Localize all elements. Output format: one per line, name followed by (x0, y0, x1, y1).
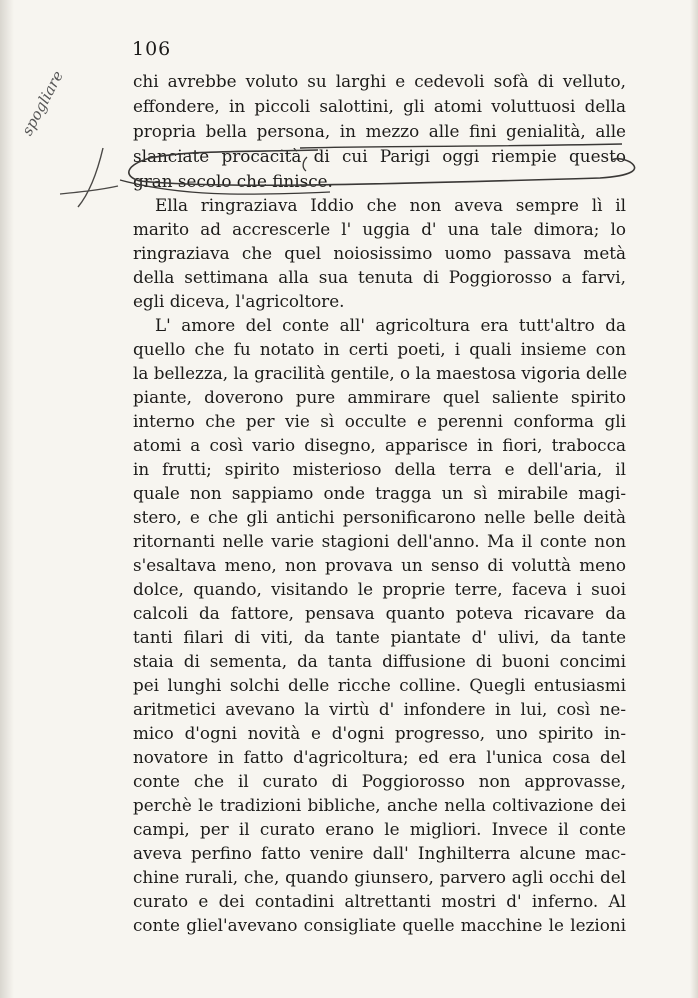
text-line: mico d'ogni novità e d'ogni progresso, uno spirito in- (133, 723, 626, 743)
text-line: aritmetici avevano la virtù d' infondere in lui, così ne- (133, 699, 626, 719)
text-line: novatore in fatto d'agricoltura; ed era l'unica cosa del (133, 747, 626, 767)
text-line: chi avrebbe voluto su larghi e cedevoli sofà di velluto, (133, 71, 626, 91)
text-line: stero, e che gli antichi personificarono nelle belle deità (133, 507, 626, 527)
pencil-margin-dash (60, 186, 118, 194)
text-line: calcoli da fattore, pensava quanto poteva ricavare da (133, 603, 626, 623)
page-number: 106 (132, 38, 172, 60)
text-line: interno che per vie sì occulte e perenni conforma gli (133, 411, 626, 431)
text-line: marito ad accrescerle l' uggia d' una tale dimora; lo (133, 219, 626, 239)
page-left-edge (0, 0, 14, 998)
text-line: propria bella persona, in mezzo alle fini genialità, alle (133, 121, 626, 141)
text-line: Ella ringraziava Iddio che non aveva sempre lì il (155, 195, 626, 215)
text-line: perchè le tradizioni bibliche, anche nella coltivazione dei (133, 795, 626, 815)
text-line: quello che fu notato in certi poeti, i quali insieme con (133, 339, 626, 359)
text-line: egli diceva, l'agricoltore. (133, 291, 345, 311)
text-line: conte gliel'avevano consigliate quelle macchine le lezioni (133, 915, 626, 935)
text-line: staia di sementa, da tanta diffusione di buoni concimi (133, 651, 626, 671)
text-line: effondere, in piccoli salottini, gli atomi voluttuosi della (133, 96, 626, 116)
page-right-edge (690, 0, 698, 998)
text-line: curato e dei contadini altrettanti mostri d' inferno. Al (133, 891, 626, 911)
text-line: atomi a così vario disegno, apparisce in fiori, trabocca (133, 435, 626, 455)
text-line: slanciate procacità di cui Parigi oggi riempie questo (133, 146, 626, 166)
text-line: s'esaltava meno, non provava un senso di voluttà meno (133, 555, 626, 575)
text-line: ringraziava che quel noiosissimo uomo passava metà (133, 243, 626, 263)
text-line: campi, per il curato erano le migliori. Invece il conte (133, 819, 626, 839)
text-line: chine rurali, che, quando giunsero, parvero agli occhi del (133, 867, 626, 887)
text-line: dolce, quando, visitando le proprie terre, faceva i suoi (133, 579, 626, 599)
text-line: pei lunghi solchi delle ricche colline. Quegli entusiasmi (133, 675, 626, 695)
text-line: tanti filari di viti, da tante piantate d' ulivi, da tante (133, 627, 626, 647)
text-line: gran secolo che finisce. (133, 171, 333, 191)
text-line: la bellezza, la gracilità gentile, o la maestosa vigoria delle (133, 363, 628, 383)
pencil-margin-stroke (78, 148, 103, 207)
text-line: della settimana alla sua tenuta di Poggiorosso a farvi, (133, 267, 626, 287)
text-line: in frutti; spirito misterioso della terra e dell'aria, il (133, 459, 626, 479)
text-line: conte che il curato di Poggiorosso non approvasse, (133, 771, 626, 791)
text-line: aveva perfino fatto venire dall' Inghilterra alcune mac- (133, 843, 626, 863)
text-line: quale non sappiamo onde tragga un sì mirabile magi- (133, 483, 626, 503)
handwritten-margin-note: spogliare (18, 67, 68, 139)
text-line: L' amore del conte all' agricoltura era tutt'altro da (155, 315, 626, 335)
text-line: piante, doverono pure ammirare quel saliente spirito (133, 387, 626, 407)
text-line: ritornanti nelle varie stagioni dell'anno. Ma il conte non (133, 531, 626, 551)
